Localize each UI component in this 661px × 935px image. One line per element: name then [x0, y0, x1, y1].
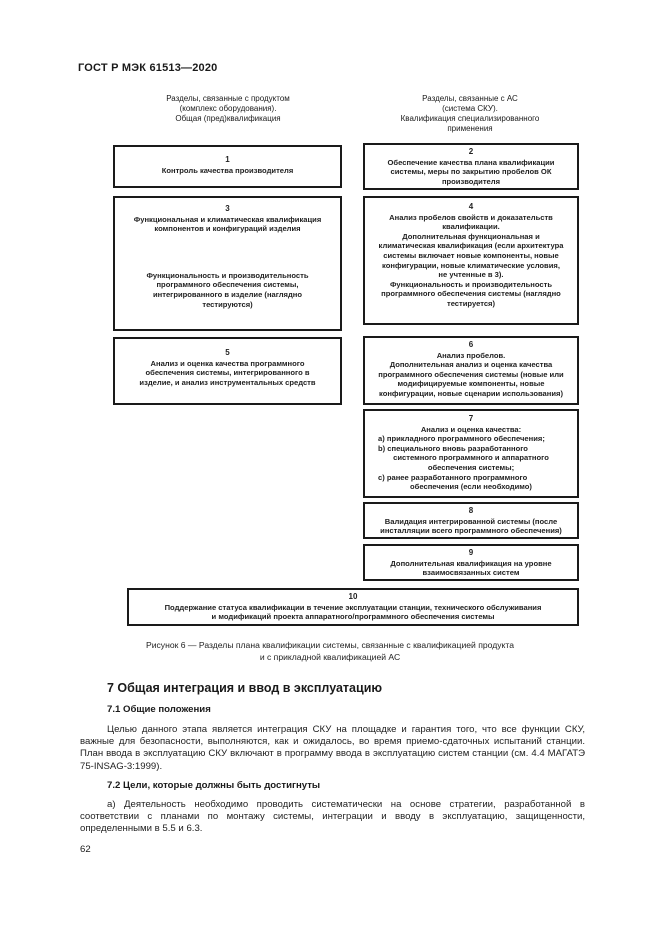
box-text: Анализ и оценка качества программного [150, 358, 305, 368]
box-text: Контроль качества производителя [161, 165, 294, 175]
box-text: интегрированного в изделие (наглядно [152, 289, 303, 299]
box-text: системы включает новые компоненты, новые [383, 250, 559, 260]
box-text: компонентов и конфигураций изделия [154, 224, 301, 234]
box-text: программного обеспечения системы (наглядно [381, 289, 561, 299]
box-text: программного обеспечения системы, [156, 280, 299, 290]
right-title-line: Разделы, связанные с АС [422, 94, 518, 103]
box-list-item: а) прикладного программного обеспечения; [378, 434, 545, 444]
left-title-line: (комплекс оборудования). [179, 104, 277, 113]
box-text: тестируются) [202, 299, 253, 309]
box-text: Дополнительная квалификация на уровне [390, 558, 552, 568]
box-text: инсталляции всего программного обеспечения) [380, 526, 562, 536]
box-number: 1 [225, 155, 230, 164]
box-number: 6 [468, 340, 474, 349]
box-text: Дополнительная функциональная и [402, 231, 540, 241]
section-7-1-paragraph: Целью данного этапа является интеграция СКУ на площадке и гарантия того, что все функции СКУ, важные для безопасности, выполняются, как и ожидалось, во время приемо-сдаточных испытаний станции. План ввода в эксплуатацию СКУ включают в программу ввода в эксплуатацию систем станции (см. 4.4 МАГАТЭ 75-INSAG-3:1999). [80, 724, 585, 772]
box-number: 9 [468, 548, 474, 557]
box-text: Валидация интегрированной системы (после [384, 516, 558, 526]
left-column-title [128, 94, 328, 124]
left-title-line: Разделы, связанные с продуктом [166, 94, 290, 103]
box-text: Функциональность и производительность [389, 279, 553, 289]
box-text: Обеспечение качества плана квалификации [387, 157, 555, 167]
right-title-line: применения [447, 124, 493, 133]
box-number: 3 [225, 204, 230, 213]
box-8-system-validation [363, 502, 579, 539]
box-text: модифицируемые компоненты, новые [397, 379, 545, 389]
box-2-qualification-plan-qa [363, 143, 579, 190]
box-text: системы, меры по закрытию пробелов ОК [390, 167, 552, 177]
box-text: Дополнительная анализ и оценка качества [389, 360, 553, 370]
box-list-item: с) ранее разработанного программного [378, 472, 528, 482]
section-7-2-paragraph: а) Деятельность необходимо проводить систематически на основе стратегии, разработанной в соответствии с планами по монтажу системы, интеграции и вводу в эксплуатацию, защищенности, определенными в 5.5 и 6.3. [80, 799, 585, 835]
box-text: квалификации. [442, 222, 500, 232]
left-title-line: Общая (пред)квалификация [175, 114, 281, 123]
box-text: изделие, и анализ инструментальных средств [139, 377, 316, 387]
box-6-additional-software-analysis [363, 336, 579, 405]
section-7-1-heading: 7.1 Общие положения [107, 704, 211, 715]
box-number: 10 [348, 592, 358, 601]
box-number: 7 [468, 414, 474, 423]
standard-header: ГОСТ Р МЭК 61513—2020 [78, 62, 218, 74]
right-title-line: Квалификация специализированного [400, 114, 540, 123]
box-list-item: системного программного и аппаратного [393, 453, 549, 463]
box-7-quality-analysis [363, 409, 579, 498]
box-number: 4 [468, 202, 474, 211]
box-1-manufacturer-quality-control [113, 145, 342, 188]
box-list-item: обеспечения (если необходимо) [410, 482, 532, 492]
box-text: обеспечения системы, интегрированного в [145, 368, 310, 378]
right-title-line: (система СКУ). [442, 104, 498, 113]
box-list-item: b) специального вновь разработанного [378, 443, 528, 453]
box-text: Функциональная и климатическая квалификация [133, 214, 322, 224]
box-number: 2 [468, 147, 474, 156]
box-text: Анализ пробелов. [436, 350, 506, 360]
box-text: климатическая квалификация (если архитектура [378, 241, 564, 251]
box-text: тестируется) [446, 298, 496, 308]
box-10-qualification-status-maintenance [127, 588, 579, 626]
caption-line: Рисунок 6 — Разделы плана квалификации системы, связанные с квалификацией продукта [145, 640, 515, 650]
box-number: 5 [225, 348, 230, 357]
box-text: Поддержание статуса квалификации в течение эксплуатации станции, технического обслуживания [164, 602, 542, 612]
box-text: программного обеспечения системы (новые или [378, 369, 564, 379]
box-number: 8 [468, 506, 474, 515]
box-text: Анализ пробелов свойств и доказательств [389, 212, 553, 222]
box-text: производителя [441, 176, 501, 186]
box-heading: Анализ и оценка качества: [420, 424, 522, 434]
right-column-title [370, 94, 570, 134]
box-4-gap-analysis [363, 196, 579, 325]
section-7-2-heading: 7.2 Цели, которые должны быть достигнуты [107, 780, 321, 791]
box-list-item: обеспечения системы; [427, 462, 515, 472]
page-number: 62 [80, 844, 91, 855]
box-text: взаимосвязанных систем [422, 568, 520, 578]
caption-line: и с прикладной квалификацией АС [259, 652, 401, 662]
box-5-software-analysis [113, 337, 342, 405]
box-text: не учтенные в 3). [438, 270, 504, 280]
box-9-interconnected-qualification [363, 544, 579, 581]
box-text: конфигурации, новые климатические условия, [382, 260, 560, 270]
box-text: и модификаций проекта аппаратного/программного обеспечения системы [211, 612, 495, 622]
box-text: конфигурации, новые сценарии использования) [379, 388, 563, 398]
figure-caption [80, 639, 580, 663]
box-text: Функциональность и производительность [146, 270, 309, 280]
box-3-functional-qualification [113, 196, 342, 331]
section-7-heading: 7 Общая интеграция и ввод в эксплуатацию [107, 681, 383, 695]
